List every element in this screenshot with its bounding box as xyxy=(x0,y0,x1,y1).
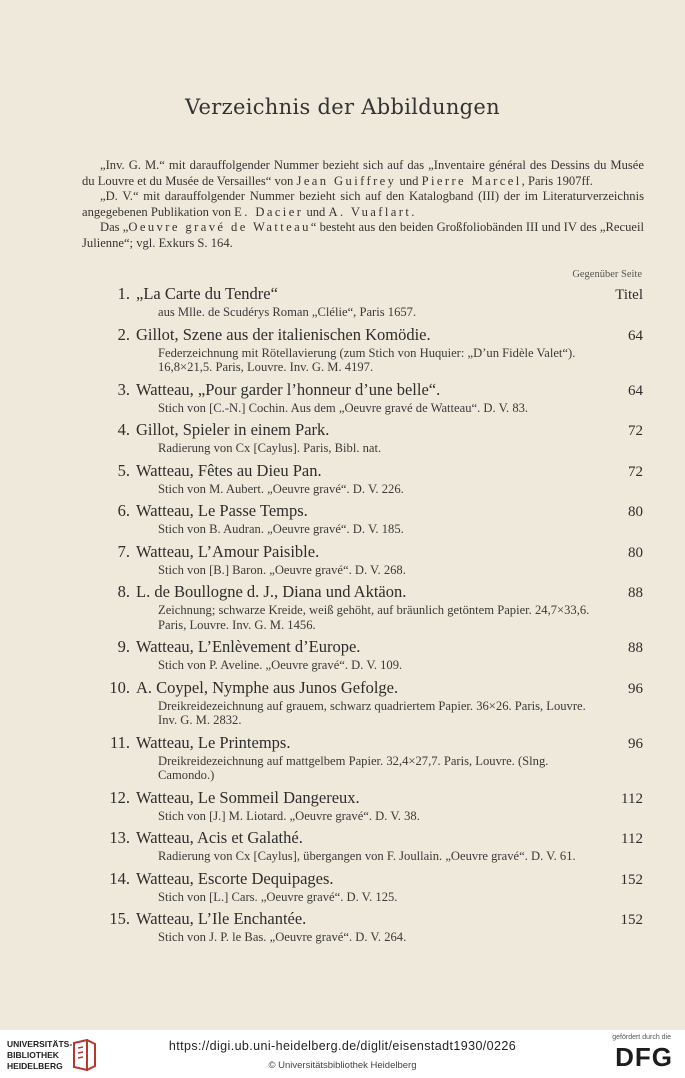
list-item: 10. A. Coypel, Nymphe aus Junos Gefolge. 96 Dreikreidezeichnung auf grauem, schwarz quadriertem Papier. 36×26. Paris, Louvre. Inv. G. M. 2832. xyxy=(109,677,643,727)
list-item: 12. Watteau, Le Sommeil Dangereux. 112 Stich von [J.] M. Liotard. „Oeuvre gravé“. D. V. 38. xyxy=(109,787,643,823)
illustration-list xyxy=(100,284,643,950)
list-item: 1. „La Carte du Tendre“ Titel aus Mlle. de Scudérys Roman „Clélie“, Paris 1657. xyxy=(117,284,643,319)
intro-paragraph-2: „D. V.“ mit darauffolgender Nummer bezieht sich auf den Katalogband (III) der im Literaturverzeichnis angegebenen Publikation von E. Dacier und A. Vuaflart. xyxy=(82,189,644,219)
list-item: 9. Watteau, L’Enlèvement d’Europe. 88 Stich von P. Aveline. „Oeuvre gravé“. D. V. 109. xyxy=(117,637,643,672)
list-item: 8. L. de Boullogne d. J., Diana und Aktäon. 88 Zeichnung; schwarze Kreide, weiß gehöht, auf bräunlich getöntem Papier. 24,7×33,6. Paris, Louvre. Inv. G. M. 1456. xyxy=(117,582,643,632)
list-item: 2. Gillot, Szene aus der italienischen Komödie. 64 Federzeichnung mit Rötellavierung (zum Stich von Huquier: „D’un Fidèle Valet“). 16,8×21,5. Paris, Louvre. Inv. G. M. 4197. xyxy=(117,324,643,374)
footer-bar xyxy=(0,1030,685,1078)
list-item: 5. Watteau, Fêtes au Dieu Pan. 72 Stich von M. Aubert. „Oeuvre gravé“. D. V. 226. xyxy=(117,460,643,496)
page-title: Verzeichnis der Abbildungen xyxy=(185,95,500,119)
list-item: 11. Watteau, Le Printemps. 96 Dreikreidezeichnung auf mattgelbem Papier. 32,4×27,7. Paris, Louvre. (Slng. Camondo.) xyxy=(109,732,643,782)
list-item: 15. Watteau, L’Ile Enchantée. 152 Stich von J. P. le Bas. „Oeuvre gravé“. D. V. 264. xyxy=(109,909,643,944)
list-item: 14. Watteau, Escorte Dequipages. 152 Stich von [L.] Cars. „Oeuvre gravé“. D. V. 125. xyxy=(109,868,643,904)
list-item: 7. Watteau, L’Amour Paisible. 80 Stich von [B.] Baron. „Oeuvre gravé“. D. V. 268. xyxy=(117,541,643,577)
list-item: 4. Gillot, Spieler in einem Park. 72 Radierung von Cx [Caylus]. Paris, Bibl. nat. xyxy=(117,420,643,455)
intro-paragraph-1: „Inv. G. M.“ mit darauffolgender Nummer bezieht sich auf das „Inventaire général des Dessins du Musée du Louvre et du Musée de Versailles“ von Jean Guiffrey und Pierre Marcel, Paris 1907ff. xyxy=(82,158,644,188)
list-item: 3. Watteau, „Pour garder l’honneur d’une belle“. 64 Stich von [C.-N.] Cochin. Aus dem „Oeuvre gravé de Watteau“. D. V. 83. xyxy=(117,379,643,415)
university-library-logo[interactable]: UNIVERSITÄTS- BIBLIOTHEK HEIDELBERG xyxy=(7,1037,97,1071)
introduction xyxy=(82,158,644,251)
list-item: 13. Watteau, Acis et Galathé. 112 Radierung von Cx [Caylus], übergangen von F. Joullain. „Oeuvre gravé“. D. V. 61. xyxy=(109,828,643,863)
intro-paragraph-3: Das „Oeuvre gravé de Watteau“ besteht aus den beiden Großfoliobänden III und IV des „Recueil Julienne“; vgl. Exkurs S. 164. xyxy=(82,220,644,250)
list-item: 6. Watteau, Le Passe Temps. 80 Stich von B. Audran. „Oeuvre gravé“. D. V. 185. xyxy=(117,501,643,536)
permalink-url[interactable]: https://digi.ub.uni-heidelberg.de/diglit/eisenstadt1930/0226 xyxy=(168,1039,517,1053)
dfg-caption: gefördert durch die xyxy=(612,1034,671,1041)
copyright-notice: © Universitätsbibliothek Heidelberg xyxy=(268,1060,417,1071)
dfg-logo[interactable]: DFG xyxy=(615,1042,673,1072)
column-header: Gegenüber Seite xyxy=(572,269,642,280)
